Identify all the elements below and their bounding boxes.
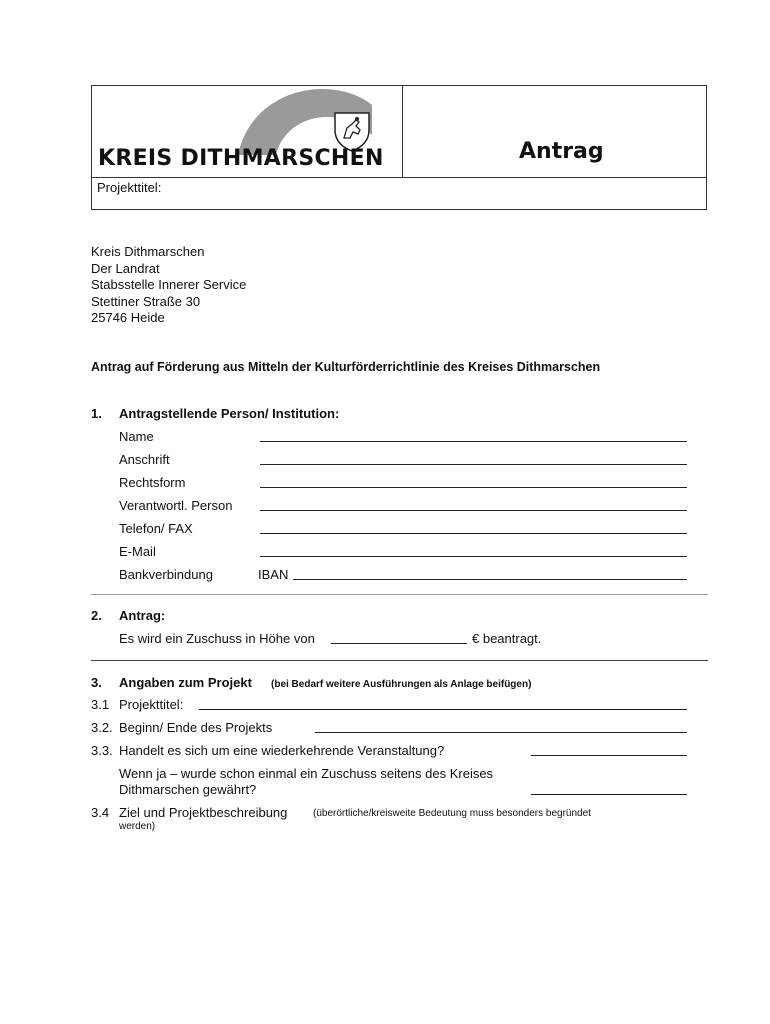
- field-label-verantwortl-person: Verantwortl. Person: [119, 498, 233, 513]
- anschrift-input-line[interactable]: [260, 464, 687, 465]
- rechtsform-input-line[interactable]: [260, 487, 687, 488]
- header-divider: [402, 86, 403, 178]
- field-label-telefon-fax: Telefon/ FAX: [119, 521, 193, 536]
- zuschuss-frage-line1: Wenn ja – wurde schon einmal ein Zuschuss seitens des Kreises: [119, 766, 494, 781]
- item-number: 3.4: [91, 805, 110, 820]
- field-label-bankverbindung: Bankverbindung: [119, 567, 213, 582]
- logo-text: KREIS DITHMARSCHEN: [98, 146, 384, 171]
- document-heading: Antrag auf Förderung aus Mitteln der Kulturförderrichtlinie des Kreises Dithmarschen: [91, 360, 601, 374]
- wiederkehrend-label: Handelt es sich um eine wiederkehrende Veranstaltung?: [119, 743, 445, 758]
- section-divider: [91, 594, 708, 595]
- address-line: Der Landrat: [91, 261, 160, 276]
- address-line: Kreis Dithmarschen: [91, 244, 205, 259]
- address-line: 25746 Heide: [91, 310, 165, 325]
- address-line: Stettiner Straße 30: [91, 294, 201, 309]
- section-title: Antrag:: [119, 608, 166, 623]
- section-title-note: (bei Bedarf weitere Ausführungen als Anlage beifügen): [271, 679, 532, 690]
- section-divider: [91, 660, 708, 661]
- header-projekttitel-label: Projekttitel:: [97, 180, 162, 195]
- projekttitel-input-line[interactable]: [199, 709, 687, 710]
- beginn-ende-input-line[interactable]: [315, 732, 687, 733]
- iban-label: IBAN: [258, 567, 289, 582]
- section-title: Antragstellende Person/ Institution:: [119, 406, 340, 421]
- section-number: 3.: [91, 675, 102, 690]
- field-label-anschrift: Anschrift: [119, 452, 170, 467]
- projekttitel-label: Projekttitel:: [119, 697, 184, 712]
- ziel-beschreibung-label: Ziel und Projektbeschreibung: [119, 805, 288, 820]
- iban-input-line[interactable]: [293, 579, 687, 580]
- item-number: 3.1: [91, 697, 110, 712]
- zuschuss-frage-line2: Dithmarschen gewährt?: [119, 782, 257, 797]
- item-number: 3.2.: [91, 720, 113, 735]
- antrag-text-before: Es wird ein Zuschuss in Höhe von: [119, 631, 315, 646]
- betrag-input-line[interactable]: [331, 643, 467, 644]
- antrag-text-after: € beantragt.: [472, 631, 542, 646]
- verantwortl-person-input-line[interactable]: [260, 510, 687, 511]
- section-number: 1.: [91, 406, 102, 421]
- beginn-ende-label: Beginn/ Ende des Projekts: [119, 720, 273, 735]
- name-input-line[interactable]: [260, 441, 687, 442]
- field-label-email: E-Mail: [119, 544, 156, 559]
- page-title: Antrag: [519, 139, 604, 164]
- telefon-fax-input-line[interactable]: [260, 533, 687, 534]
- field-label-rechtsform: Rechtsform: [119, 475, 186, 490]
- header-divider: [92, 177, 707, 178]
- field-label-name: Name: [119, 429, 154, 444]
- zuschuss-input-line[interactable]: [531, 794, 687, 795]
- address-line: Stabsstelle Innerer Service: [91, 277, 247, 292]
- section-number: 2.: [91, 608, 102, 623]
- wiederkehrend-input-line[interactable]: [531, 755, 687, 756]
- ziel-beschreibung-note: werden): [119, 821, 156, 832]
- email-input-line[interactable]: [260, 556, 687, 557]
- ziel-beschreibung-note: (überörtliche/kreisweite Bedeutung muss besonders begründet: [313, 808, 591, 819]
- item-number: 3.3.: [91, 743, 113, 758]
- section-title: Angaben zum Projekt: [119, 675, 252, 690]
